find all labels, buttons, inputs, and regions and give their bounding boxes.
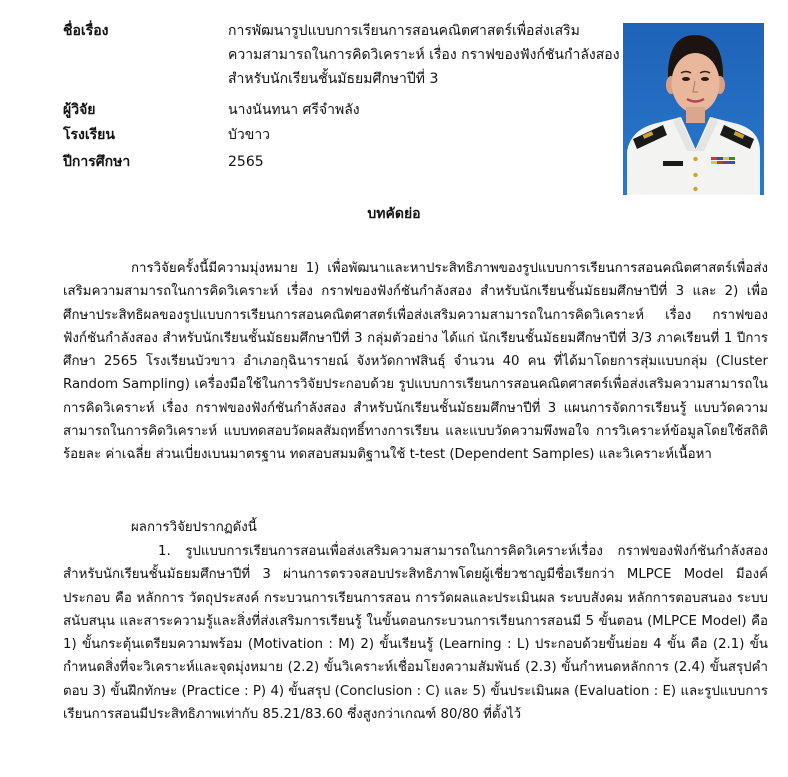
title-line-3: สำหรับนักเรียนชั้นมัธยมศึกษาปีที่ 3 <box>228 71 439 87</box>
title-label: ชื่อเรื่อง <box>63 23 109 39</box>
researcher-label: ผู้วิจัย <box>63 102 96 118</box>
researcher-name: นางนันทนา ศรีจำพลัง <box>228 102 360 118</box>
school-name: บัวขาว <box>228 127 271 143</box>
results-heading: ผลการวิจัยปรากฏดังนี้ <box>131 520 257 535</box>
abstract-heading: บทคัดย่อ <box>367 206 421 222</box>
abstract-intro-paragraph: การวิจัยครั้งนี้มีความมุ่งหมาย 1) เพื่อพัฒนาและหาประสิทธิภาพของรูปแบบการเรียนการสอนคณิตศาสตร์เพื่อส่งเสริมความสามารถในการคิดวิเคราะห์ เรื่อง กราฟของฟังก์ชันกำลังสอง สำหรับนักเรียนชั้นมัธยมศึกษาปีที่ 3 และ 2) เพื่อศึกษาประสิทธิผลของรูปแบบการเรียนการสอนคณิตศาสตร์เพื่อส่งเสริมความสามารถในการคิดวิเคราะห์ เรื่อง กราฟของฟังก์ชันกำลังสอง สำหรับนักเรียนชั้นมัธยมศึกษาปีที่ 3 กลุ่มตัวอย่าง ได้แก่ นักเรียนชั้นมัธยมศึกษาปีที่ 3/3 ภาคเรียนที่ 1 ปีการศึกษา 2565 โรงเรียนบัวขาว อำเภอกุฉินารายณ์ จังหวัดกาฬสินธุ์ จำนวน 40 คน ที่ได้มาโดยการสุ่มแบบกลุ่ม (Cluster Random Sampling) เครื่องมือใช้ในการวิจัยประกอบด้วย รูปแบบการเรียนการสอนคณิตศาสตร์เพื่อส่งเสริมความสามารถในการคิดวิเคราะห์ เรื่อง กราฟของฟังก์ชันกำลังสอง สำหรับนักเรียนชั้นมัธยมศึกษาปีที่ 3 แผนการจัดการเรียนรู้ แบบวัดความสามารถในการคิดวิเคราะห์ แบบทดสอบวัดผลสัมฤทธิ์ทางการเรียน และแบบวัดความพึงพอใจ การวิเคราะห์ข้อมูลโดยใช้สถิติ ร้อยละ ค่าเฉลี่ย ส่วนเบี่ยงเบนมาตรฐาน ทดสอบสมมติฐานใช้ t-test (Dependent Samples) และวิเคราะห์เนื้อหา <box>63 261 768 463</box>
result-1-paragraph: 1. รูปแบบการเรียนการสอนเพื่อส่งเสริมความสามารถในการคิดวิเคราะห์เรื่อง กราฟของฟังก์ชันกำลังสองสำหรับนักเรียนชั้นมัธยมศึกษาปีที่ 3 ผ่านการตรวจสอบประสิทธิภาพโดยผู้เชี่ยวชาญมีชื่อเรียกว่า MLPCE Model มีองค์ประกอบ คือ หลักการ วัตถุประสงค์ กระบวนการเรียนการสอน การวัดผลและประเมินผล ระบบสังคม หลักการตอบสนอง ระบบสนับสนุน และสาระความรู้และสิ่งที่ส่งเสริมการเรียนรู้ ในขั้นตอนกระบวนการเรียนการสอนมี 5 ขั้นตอน (MLPCE Model) คือ 1) ขั้นกระตุ้นเตรียมความพร้อม (Motivation : M) 2) ขั้นเรียนรู้ (Learning : L) ประกอบด้วยขั้นย่อย 4 ขั้น คือ (2.1) ขั้นกำหนดสิ่งที่จะวิเคราะห์และจุดมุ่งหมาย (2.2) ขั้นวิเคราะห์เชื่อมโยงความสัมพันธ์ (2.3) ขั้นกำหนดหลักการ (2.4) ขั้นสรุปคำตอบ 3) ขั้นฝึกทักษะ (Practice : P) 4) ขั้นสรุป (Conclusion : C) และ 5) ขั้นประเมินผล (Evaluation : E) และรูปแบบการเรียนการสอนมีประสิทธิภาพเท่ากับ 85.21/83.60 ซึ่งสูงกว่าเกณฑ์ 80/80 ที่ตั้งไว้ <box>63 544 768 723</box>
title-line-2: ความสามารถในการคิดวิเคราะห์ เรื่อง กราฟของฟังก์ชันกำลังสอง <box>228 47 620 63</box>
school-label: โรงเรียน <box>63 127 115 143</box>
researcher-photo <box>623 23 764 195</box>
year-label: ปีการศึกษา <box>63 154 131 170</box>
title-line-1: การพัฒนารูปแบบการเรียนการสอนคณิตศาสตร์เพื่อส่งเสริม <box>228 23 580 39</box>
academic-year: 2565 <box>228 154 264 170</box>
portrait-illustration <box>623 23 764 195</box>
